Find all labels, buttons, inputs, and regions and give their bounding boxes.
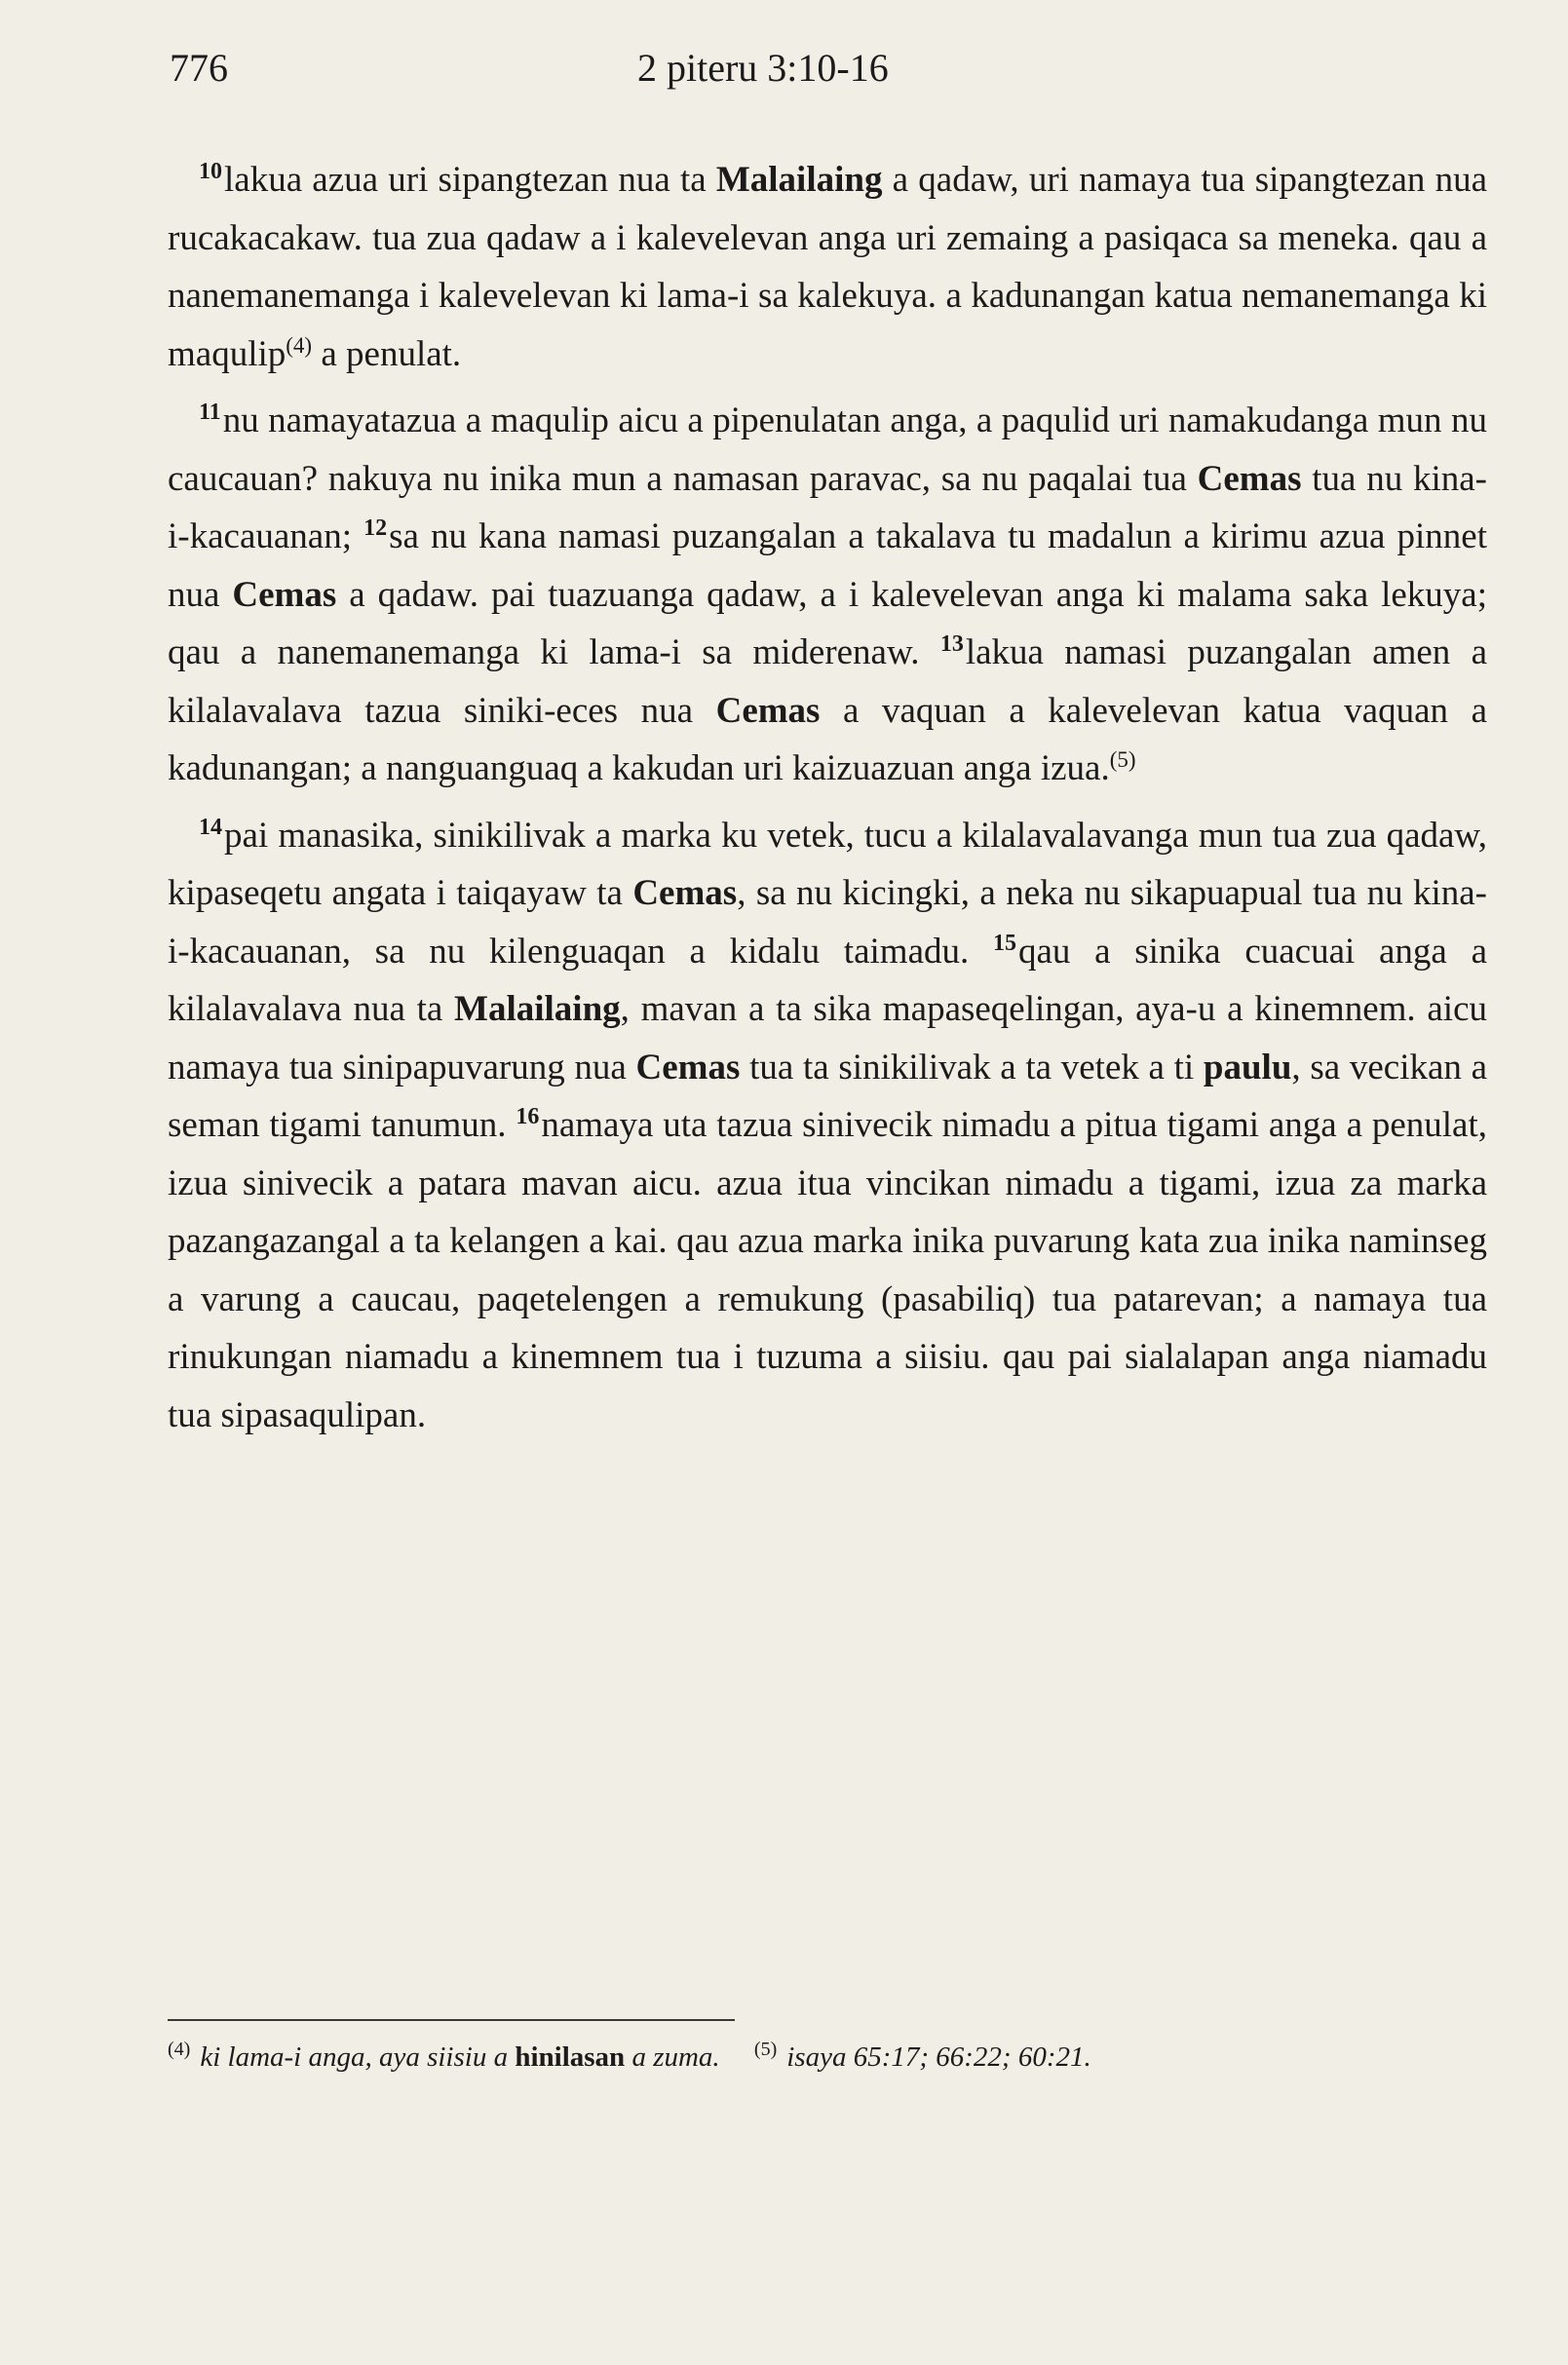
footnote-mark: (4) <box>168 2039 191 2060</box>
footnote-bold-term: hinilasan <box>515 2041 626 2073</box>
verse-text: , mavan a ta sika mapaseqelingan, aya-u a kinemnem. aicu namaya tua sinipapuvarung nua <box>168 989 1487 1087</box>
footnote-text: isaya 65:17; 66:22; 60:21. <box>786 2041 1091 2073</box>
verse-text: a qadaw. pai tuazuanga qadaw, a i kalevelevan anga ki malama saka lekuya; qau a nanemanemanga ki lama-i sa miderenaw. <box>168 574 1487 672</box>
emphasized-name: Cemas <box>632 873 738 913</box>
verse-number: 16 <box>516 1104 540 1129</box>
footnote-mark: (5) <box>753 2039 778 2060</box>
verse-text: qau a sinika cuacuai anga a kilalavalava nua ta <box>168 931 1487 1029</box>
footnote-divider <box>168 2019 735 2021</box>
verse-text: nu namayatazua a maqulip aicu a pipenulatan anga, a paqulid uri namakudanga mun nu caucauan? nakuya nu inika mun a namasan paravac, sa nu paqalai tua <box>168 401 1487 499</box>
verse-text: namaya uta tazua sinivecik nimadu a pitua tigami anga a penulat, izua sinivecik a patara mavan aicu. azua itua vincikan nimadu a tigami, izua za marka pazangazangal a ta kelangen a kai. qau azua marka inika puvarung kata zua inika naminseg a varung a caucau, paqetelengen a remukung (pasabiliq) tua patarevan; a namaya tua rinukungan niamadu a kinemnem tua i tuzuma a siisiu. qau pai sialalapan anga niamadu tua sipasaqulipan. <box>168 1105 1487 1435</box>
paragraph <box>168 392 1487 798</box>
verse-text: lakua azua uri sipangtezan nua ta <box>224 160 716 200</box>
emphasized-name: Malailaing <box>715 160 883 200</box>
verse-text: tua nu kina-i-kacauanan; <box>168 458 1487 556</box>
paragraph <box>168 807 1487 1445</box>
emphasized-name: paulu <box>1203 1047 1292 1087</box>
verse-number: 13 <box>939 631 964 657</box>
verse-text: a vaquan a kalevelevan katua vaquan a kadunangan; a nanguanguaq a kakudan uri kaizuazuan anga izua. <box>168 690 1487 788</box>
page-number: 776 <box>170 46 228 90</box>
footnote-5 <box>754 2041 1091 2073</box>
verse-text: a qadaw, uri namaya tua sipangtezan nua rucakacakaw. tua zua qadaw a i kalevelevan anga uri zemaing a pasiqaca sa meneka. qau a nanemanemanga i kalevelevan ki lama-i sa kalekuya. a kadunangan katua nemanemanga ki maqulip <box>168 160 1488 374</box>
footnote-reference: (5) <box>1109 747 1136 772</box>
verse-text: pai manasika, sinikilivak a marka ku vetek, tucu a kilalavalavanga mun tua zua qadaw, kipaseqetu angata i taiqayaw ta <box>168 815 1487 913</box>
scripture-text <box>168 151 1487 1453</box>
verse-text: , sa vecikan a seman tigami tanumun. <box>168 1047 1488 1145</box>
verse-text: tua ta sinikilivak a ta vetek a ti <box>740 1047 1204 1087</box>
verse-number: 11 <box>199 400 221 425</box>
verse-number: 15 <box>992 930 1016 956</box>
verse-text: sa nu kana namasi puzangalan a takalava tu madalun a kirimu azua pinnet nua <box>168 516 1487 615</box>
footnote-reference: (4) <box>286 332 313 358</box>
emphasized-name: Malailaing <box>454 989 621 1029</box>
emphasized-name: Cemas <box>1197 458 1302 499</box>
page-header <box>170 39 1495 97</box>
verse-text: , sa nu kicingki, a neka nu sikapuapual tua nu kina-i-kacauanan, sa nu kilenguaqan a kidalu taimadu. <box>168 873 1487 972</box>
emphasized-name: Cemas <box>715 690 821 731</box>
emphasized-name: Cemas <box>232 574 337 615</box>
verse-number: 12 <box>363 515 388 541</box>
emphasized-name: Cemas <box>635 1047 741 1087</box>
paragraph <box>168 151 1487 383</box>
footnote-text: ki lama-i anga, aya siisiu a <box>200 2041 509 2073</box>
verse-text: lakua namasi puzangalan amen a kilalavalava tazua siniki-eces nua <box>168 632 1487 731</box>
verse-text: a penulat. <box>312 333 462 374</box>
verse-number: 14 <box>199 814 222 840</box>
footnotes <box>168 2037 1487 2079</box>
verse-number: 10 <box>199 159 222 184</box>
footnote-text: a zuma. <box>631 2041 720 2073</box>
footnote-4 <box>168 2041 727 2073</box>
running-head: 2 piteru 3:10-16 <box>637 46 889 90</box>
